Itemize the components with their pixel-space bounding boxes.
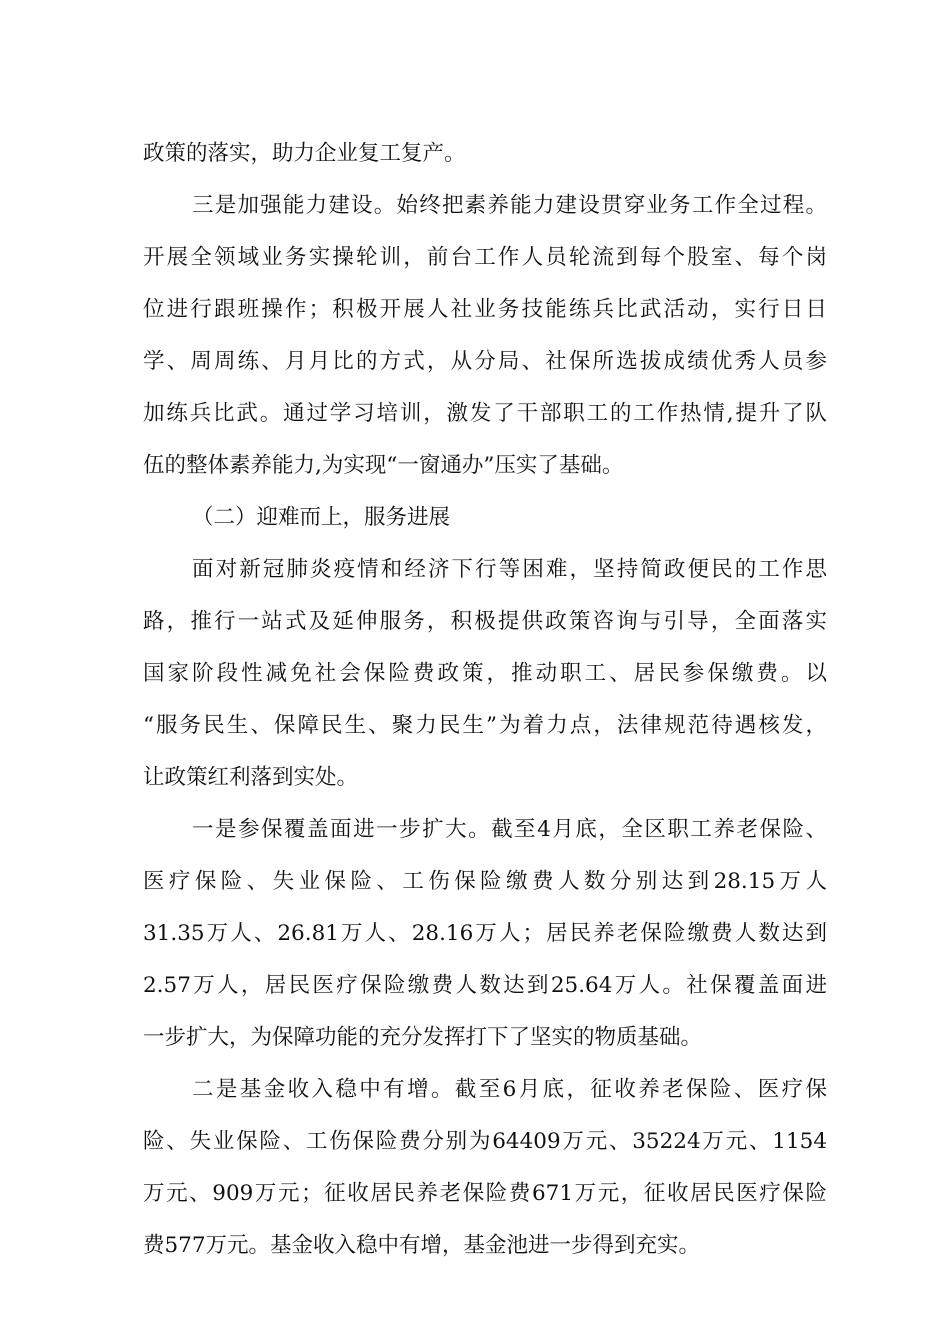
text-line: 万元、909万元；征收居民养老保险费671万元，征收居民医疗保险	[143, 1181, 827, 1206]
text-line: “服务民生、保障民生、聚力民生”为着力点，法律规范待遇核发，	[143, 713, 827, 738]
text-line: 位进行跟班操作；积极开展人社业务技能练兵比武活动，实行日日	[143, 297, 827, 322]
text-line: 路，推行一站式及延伸服务，积极提供政策咨询与引导，全面落实	[143, 609, 827, 634]
text-line: 国家阶段性减免社会保险费政策，推动职工、居民参保缴费。以	[143, 661, 827, 686]
text-line: 一步扩大，为保障功能的充分发挥打下了坚实的物质基础。	[143, 1025, 703, 1050]
text-line: 一是参保覆盖面进一步扩大。截至4月底，全区职工养老保险、	[192, 817, 827, 842]
text-line: 伍的整体素养能力,为实现“一窗通办”压实了基础。	[143, 453, 624, 478]
text-line: 险、失业保险、工伤保险费分别为64409万元、35224万元、1154	[143, 1129, 827, 1154]
text-line: 三是加强能力建设。始终把素养能力建设贯穿业务工作全过程。	[192, 193, 827, 218]
text-line: 开展全领域业务实操轮训，前台工作人员轮流到每个股室、每个岗	[143, 245, 827, 270]
text-line: 二是基金收入稳中有增。截至6月底，征收养老保险、医疗保	[192, 1077, 827, 1102]
document-body	[143, 128, 827, 1272]
text-line: （二）迎难而上，服务进展	[192, 505, 451, 530]
text-line: 面对新冠肺炎疫情和经济下行等困难，坚持简政便民的工作思	[192, 557, 827, 582]
text-line: 费577万元。基金收入稳中有增，基金池进一步得到充实。	[143, 1233, 701, 1258]
text-line: 31.35万人、26.81万人、28.16万人；居民养老保险缴费人数达到	[143, 921, 827, 946]
text-line: 让政策红利落到实处。	[143, 765, 359, 790]
text-line: 2.57万人，居民医疗保险缴费人数达到25.64万人。社保覆盖面进	[143, 973, 827, 998]
text-line: 政策的落实，助力企业复工复产。	[143, 141, 466, 166]
text-line: 医疗保险、失业保险、工伤保险缴费人数分别达到28.15万人	[143, 869, 827, 894]
text-line: 加练兵比武。通过学习培训，激发了干部职工的工作热情,提升了队	[143, 401, 827, 426]
text-line: 学、周周练、月月比的方式，从分局、社保所选拔成绩优秀人员参	[143, 349, 827, 374]
